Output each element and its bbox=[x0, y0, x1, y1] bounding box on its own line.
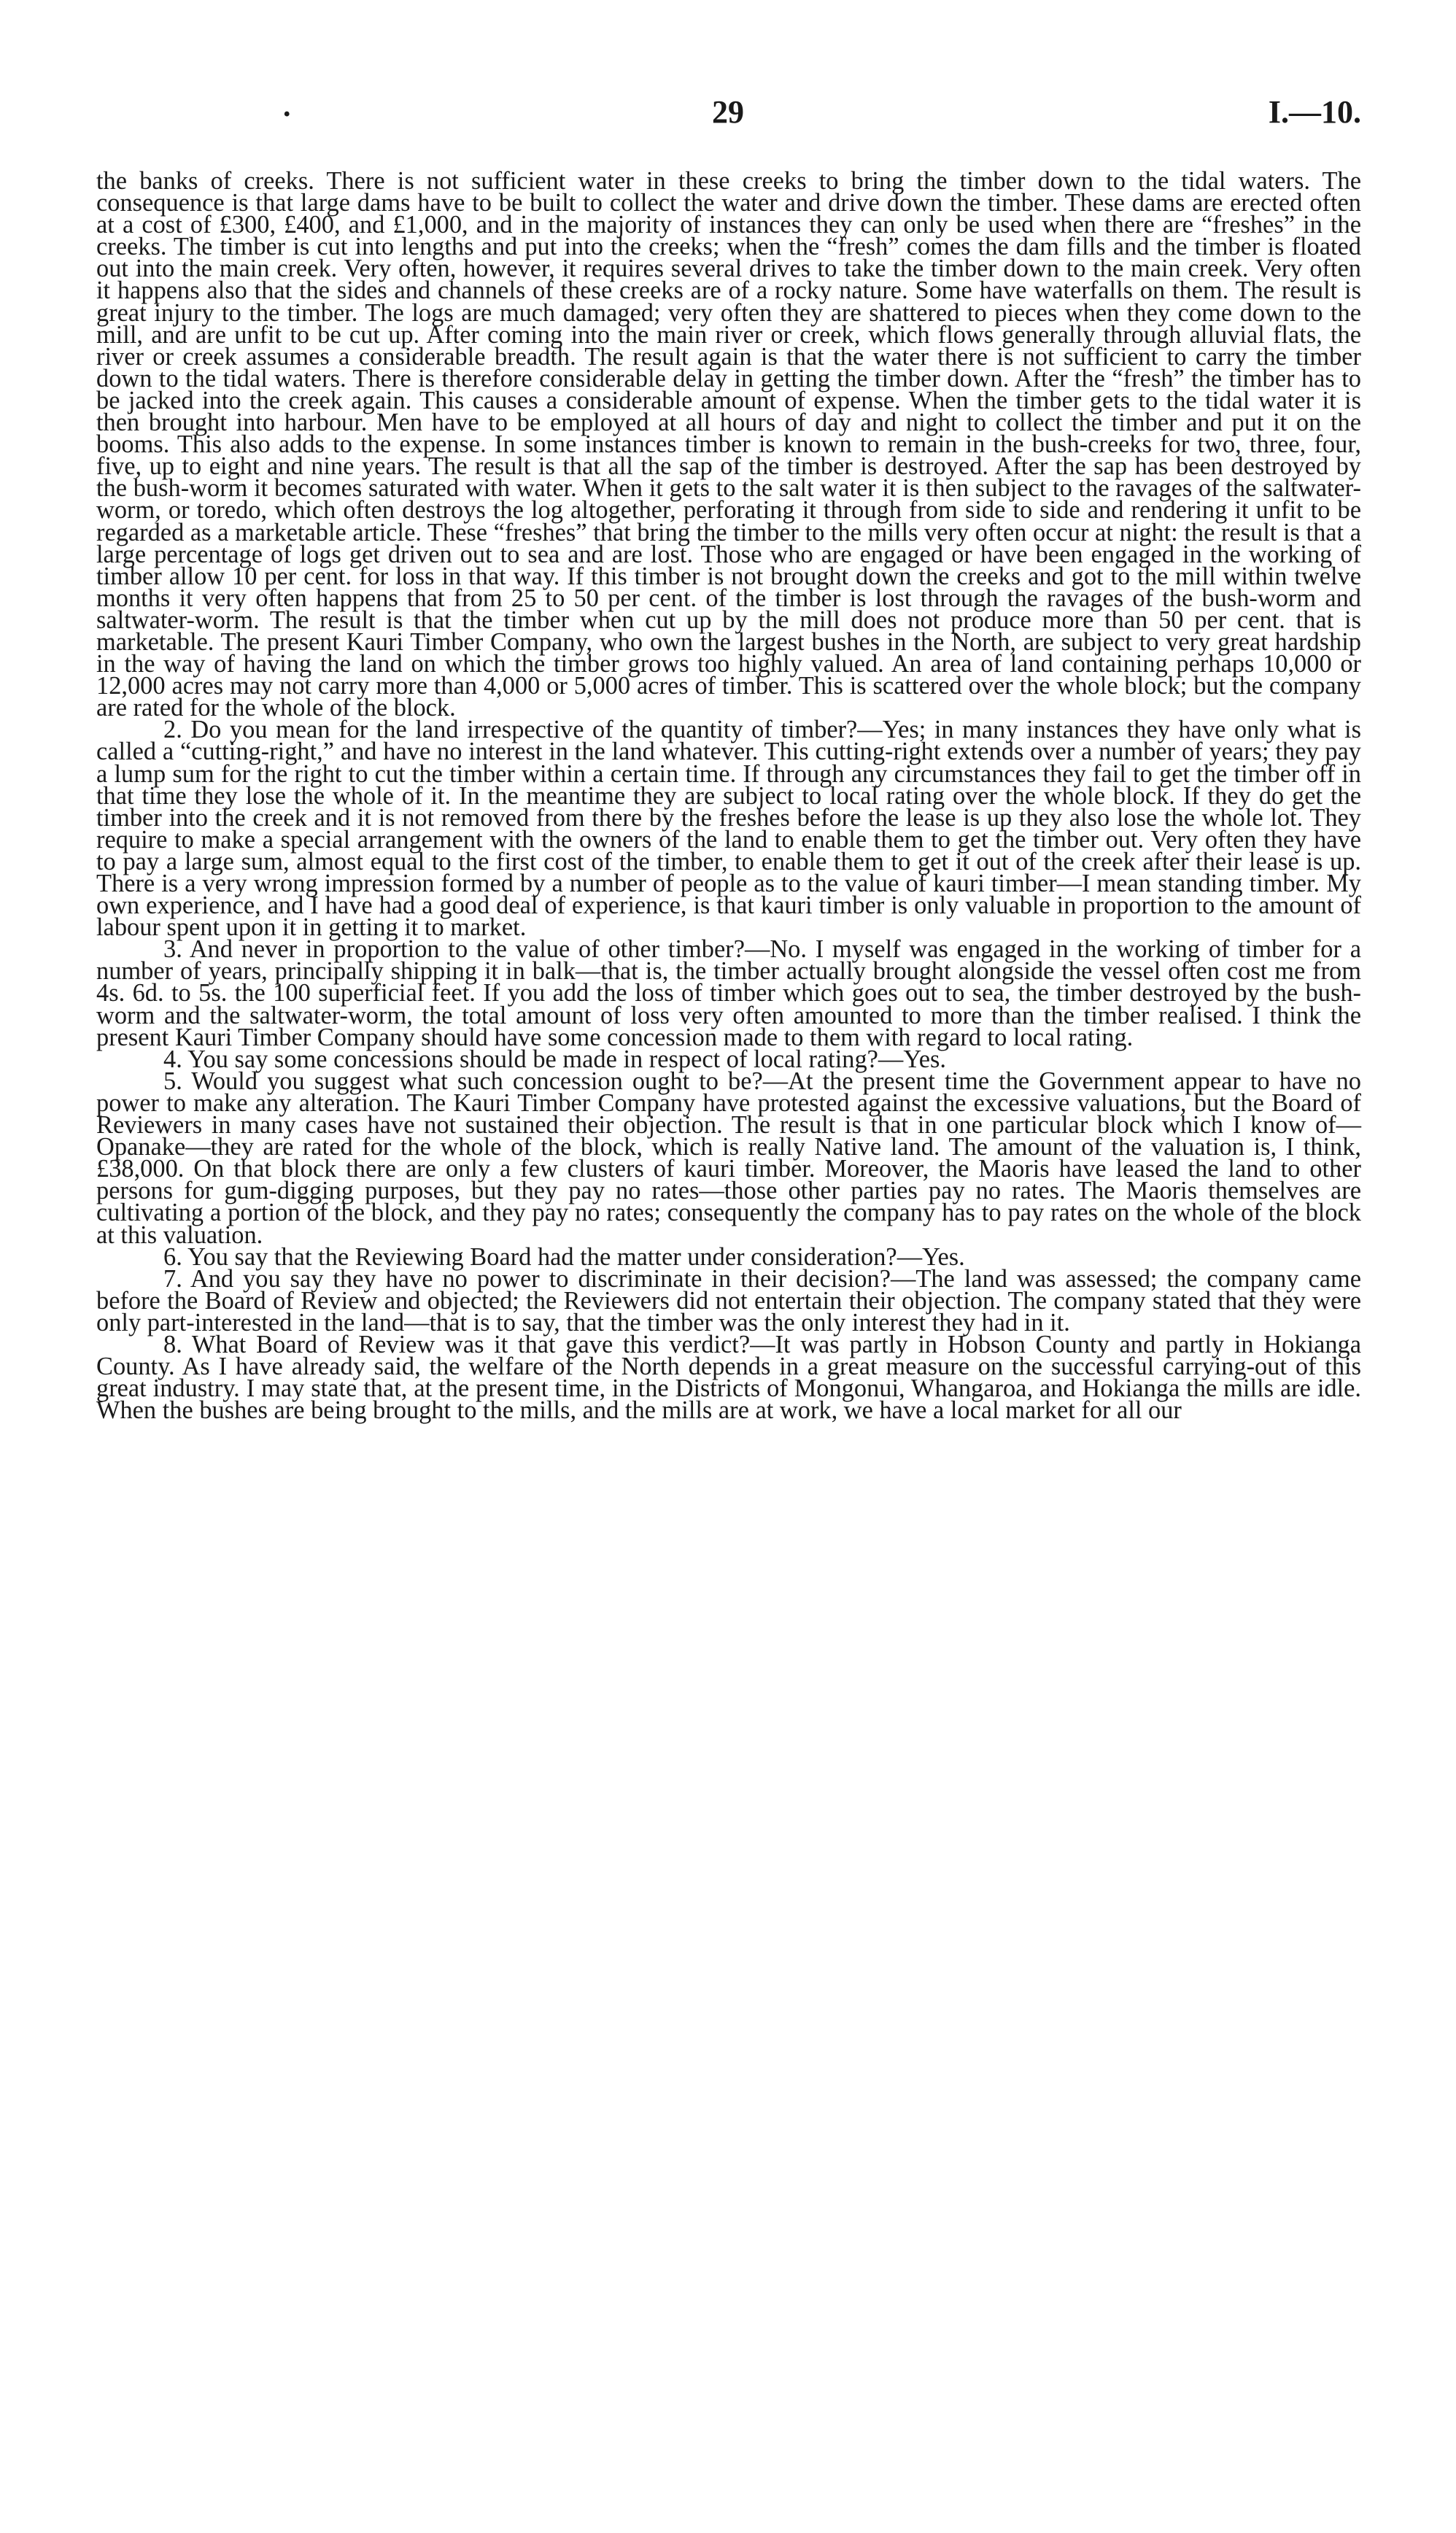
header-dot: . bbox=[283, 90, 291, 123]
paragraph-question-6: 6. You say that the Reviewing Board had the matter under consideration?—Yes. bbox=[163, 1242, 965, 1271]
document-reference: I.—10. bbox=[1268, 94, 1361, 130]
paragraph-continued: the banks of creeks. There is not sufficient water in these creeks to bring the timber down to the tidal waters. The consequence is that large dams have to be built to collect the water and drive down the timber. These dams are erected often at a cost of £300, £400, and £1,000, and in the majority of instances they can only be used when there are “freshes” in the creeks. The timber is cut into lengths and put into the creeks; when the “fresh” comes the dam fills and the timber is floated out into the main creek. Very often, however, it requires several drives to take the timber down to the main creek. Very often it happens also that the sides and channels of these creeks are of a rocky nature. Some have waterfalls on them. The result is great injury to the timber. The logs are much damaged; very often they are shattered to pieces when they come down to the mill, and are unfit to be cut up. After coming into the main river or creek, which flows generally through alluvial flats, the river or creek assumes a considerable breadth. The result again is that the water there is not sufficient to carry the timber down to the tidal waters. There is therefore considerable delay in getting the timber down. After the “fresh” the timber has to be jacked into the creek again. This causes a considerable amount of expense. When the timber gets to the tidal water it is then brought into harbour. Men have to be employed at all hours of day and night to collect the timber and put it on the booms. This also adds to the expense. In some instances timber is known to remain in the bush-creeks for two, three, four, five, up to eight and nine years. The result is that all the sap of the timber is destroyed. After the sap has been destroyed by the bush-worm it becomes saturated with water. When it gets to the salt water it is then subject to the ravages of the saltwater-worm, or toredo, which often destroys the log altogether, perforating it through from side to side and rendering it unfit to be regarded as a marketable article. These “freshes” that bring the timber to the mills very often occur at night: the result is that a large percentage of logs get driven out to sea and are lost. Those who are engaged or have been engaged in the working of timber allow 10 per cent. for loss in that way. If this timber is not brought down the creeks and got to the mill within twelve months it very often happens that from 25 to 50 per cent. of the timber is lost through the ravages of the bush-worm and saltwater-worm. The result is that the timber when cut up by the mill does not produce more than 50 per cent. that is marketable. The present Kauri Timber Company, who own the largest bushes in the North, are subject to very great hardship in the way of having the land on which the timber grows too highly valued. An area of land containing perhaps 10,000 or 12,000 acres may not carry more than 4,000 or 5,000 acres of timber. This is scattered over the whole block; but the company are rated for the whole of the block. bbox=[96, 167, 1361, 722]
paragraph-question-5: 5. Would you suggest what such concession ought to be?—At the present time the Government appear to have no power to make any alteration. The Kauri Timber Company have protested against the excessive valuations, but the Board of Reviewers in many cases have not sustained their objection. The result is that in one particular block which I know of—Opanake—they are rated for the whole of the block, which is really Native land. The amount of the valuation is, I think, £38,000. On that block there are only a few clusters of kauri timber. Moreover, the Maoris have leased the land to other persons for gum-digging purposes, but they pay no rates—those other parties pay no rates. The Maoris themselves are cultivating a portion of the block, and they pay no rates; consequently the company has to pay rates on the whole of the block at this valuation. bbox=[96, 1067, 1361, 1249]
paragraph-question-7: 7. And you say they have no power to discriminate in their decision?—The land was assessed; the company came before the Board of Review and objected; the Reviewers did not entertain their objection. The company stated that they were only part-interested in the land—that is to say, that the timber was the only interest they had in it. bbox=[96, 1264, 1361, 1337]
paragraph-question-3: 3. And never in proportion to the value of other timber?—No. I myself was engaged in the working of timber for a number of years, principally shipping it in balk—that is, the timber actually brought alongside the vessel often cost me from 4s. 6d. to 5s. the 100 superficial feet. If you add the loss of timber which goes out to sea, the timber destroyed by the bush-worm and the saltwater-worm, the total amount of loss very often amounted to more than the timber realised. I think the present Kauri Timber Company should have some concession made to them with regard to local rating. bbox=[96, 935, 1361, 1051]
page-header bbox=[95, 90, 1361, 134]
body-text bbox=[96, 167, 1361, 1425]
page-number: 29 bbox=[712, 94, 744, 130]
paragraph-question-4: 4. You say some concessions should be made in respect of local rating?—Yes. bbox=[163, 1045, 946, 1073]
paragraph-question-2: 2. Do you mean for the land irrespective of the quantity of timber?—Yes; in many instances they have only what is called a “cutting-right,” and have no interest in the land whatever. This cutting-right extends over a number of years; they pay a lump sum for the right to cut the timber within a certain time. If through any circumstances they fail to get the timber off in that time they lose the whole of it. In the meantime they are subject to local rating over the whole block. If they do get the timber into the creek and it is not removed from there by the freshes before the lease is up they also lose the whole lot. They require to make a special arrangement with the owners of the land to enable them to get the timber out. Very often they have to pay a large sum, almost equal to the first cost of the timber, to enable them to get it out of the creek after their lease is up. There is a very wrong impression formed by a number of people as to the value of kauri timber—I mean standing timber. My own experience, and I have had a good deal of experience, is that kauri timber is only valuable in proportion to the amount of labour spent upon it in getting it to market. bbox=[96, 716, 1361, 942]
paragraph-question-8: 8. What Board of Review was it that gave this verdict?—It was partly in Hobson County and partly in Hokianga County. As I have already said, the welfare of the North depends in a great measure on the successful carrying-out of this great industry. I may state that, at the present time, in the Districts of Mongonui, Whangaroa, and Hokianga the mills are idle. When the bushes are being brought to the mills, and the mills are at work, we have a local market for all our bbox=[96, 1330, 1361, 1425]
